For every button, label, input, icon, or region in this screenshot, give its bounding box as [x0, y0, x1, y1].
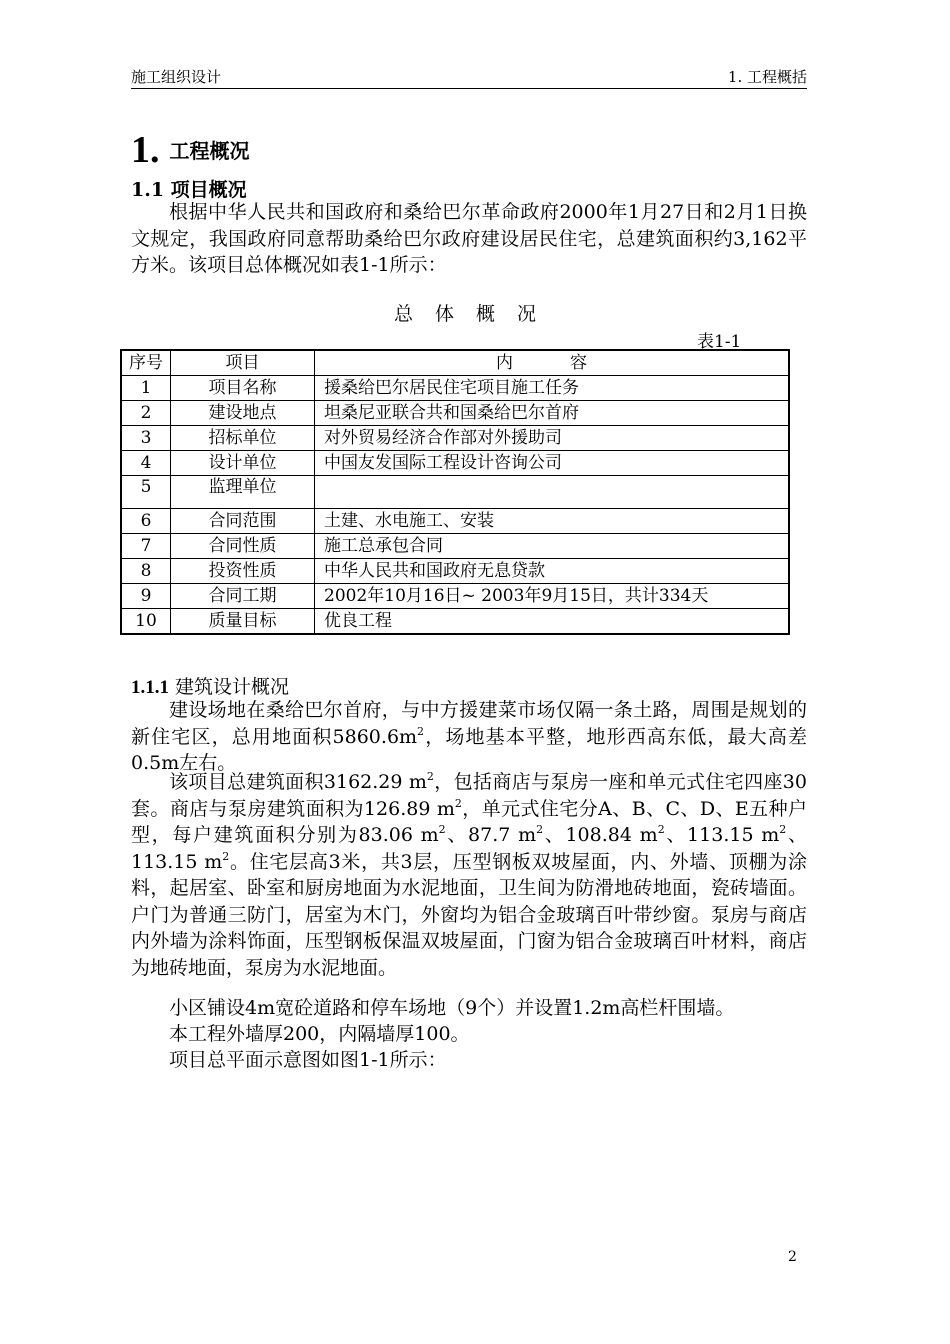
row-content: 2002年10月16日~ 2003年9月15日，共计334天	[315, 584, 790, 609]
header-doc-title: 施工组织设计	[131, 68, 222, 86]
header-chapter-title: 1. 工程概括	[727, 68, 807, 86]
row-item: 质量目标	[171, 609, 315, 635]
road-paragraph: 小区铺设4m宽砼道路和停车场地（9个）并设置1.2m高栏杆围墙。	[169, 997, 735, 1019]
superscript: 2	[417, 724, 425, 738]
building-text: 、108.84 m	[543, 824, 658, 846]
table-row	[121, 559, 789, 584]
table-row	[121, 509, 789, 534]
table-row	[121, 584, 789, 609]
row-content: 坦桑尼亚联合共和国桑给巴尔首府	[315, 401, 790, 426]
subsection-heading	[131, 672, 289, 699]
row-index: 2	[121, 401, 171, 426]
figure-reference-paragraph: 项目总平面示意图如图1-1所示：	[169, 1049, 447, 1071]
site-text-after: ，场地基本平整，地形西高东低，最大高差0.5m左右。	[131, 725, 807, 774]
row-item: 设计单位	[171, 451, 315, 476]
chapter-number: 1.	[131, 129, 160, 171]
building-text: 。住宅层高3米，共3层，压型钢板双坡屋面，内、外墙、顶棚为涂料，起居室、卧室和厨房地面为水泥地面，卫生间为防滑地砖地面，瓷砖墙面。户门为普通三防门，居室为木门，外窗均为铝合金玻璃百叶带纱窗。泵房与商店内外墙为涂料饰面，压型钢板保温双坡屋面，门窗为铝合金玻璃百叶材料，商店为地砖地面，泵房为水泥地面。	[131, 850, 807, 979]
row-item: 合同范围	[171, 509, 315, 534]
row-item: 招标单位	[171, 426, 315, 451]
superscript: 2	[657, 823, 665, 836]
table-row	[121, 426, 789, 451]
table-row	[121, 451, 789, 476]
chapter-title: 工程概况	[169, 139, 250, 163]
site-text-before: 建设场地在桑给巴尔首府，与中方援建菜市场仅隔一条土路，周围是规划的新住宅区，总用地面积5860.6m	[131, 699, 807, 748]
subsection-number: 1.1.1	[131, 677, 169, 698]
row-content: 施工总承包合同	[315, 534, 790, 559]
row-index: 8	[121, 559, 171, 584]
table-row	[121, 609, 789, 635]
column-header-item: 项目	[171, 350, 315, 376]
row-index: 9	[121, 584, 171, 609]
row-content: 中华人民共和国政府无息贷款	[315, 559, 790, 584]
intro-paragraph: 根据中华人民共和国政府和桑给巴尔革命政府2000年1月27日和2月1日换文规定，我国政府同意帮助桑给巴尔政府建设居民住宅，总建筑面积约3,162平方米。该项目总体概况如表1-1所示：	[131, 201, 807, 276]
building-text: 、113.15 m	[664, 824, 780, 846]
table-row	[121, 376, 789, 401]
wall-paragraph: 本工程外墙厚200，内隔墙厚100。	[169, 1023, 470, 1045]
superscript: 2	[779, 823, 787, 836]
building-text: 、87.7 m	[445, 824, 537, 846]
table-title: 总 体 概 况	[393, 303, 545, 325]
page-number: 2	[788, 1249, 797, 1265]
subsection-title: 建筑设计概况	[175, 676, 290, 698]
row-content: 土建、水电施工、安装	[315, 509, 790, 534]
table-row	[121, 401, 789, 426]
table-number: 表1-1	[697, 332, 742, 352]
chapter-heading	[131, 128, 250, 172]
building-text: 、113.15 m	[131, 824, 807, 873]
row-content: 优良工程	[315, 609, 790, 635]
superscript: 2	[438, 823, 446, 836]
row-content: 对外贸易经济合作部对外援助司	[315, 426, 790, 451]
row-content	[315, 476, 790, 509]
row-item: 合同性质	[171, 534, 315, 559]
table-row	[121, 534, 789, 559]
row-content: 中国友发国际工程设计咨询公司	[315, 451, 790, 476]
overview-table	[120, 349, 790, 635]
column-header-index: 序号	[121, 350, 171, 376]
row-index: 4	[121, 451, 171, 476]
row-index: 5	[121, 476, 171, 509]
row-index: 6	[121, 509, 171, 534]
row-item: 合同工期	[171, 584, 315, 609]
superscript: 2	[536, 823, 544, 836]
building-text: 该项目总建筑面积3162.29 m	[169, 771, 427, 793]
row-item: 项目名称	[171, 376, 315, 401]
row-item: 建设地点	[171, 401, 315, 426]
row-item: 投资性质	[171, 559, 315, 584]
table-row	[121, 476, 789, 509]
row-index: 3	[121, 426, 171, 451]
superscript: 2	[222, 849, 230, 863]
table-header-row	[121, 350, 789, 376]
building-text: ，包括商店与泵房一座和单元式住宅四座30套。商店与泵房建筑面积为126.89 m	[131, 771, 807, 820]
column-header-content: 内 容	[315, 350, 790, 376]
superscript: 2	[426, 770, 434, 783]
row-index: 1	[121, 376, 171, 401]
superscript: 2	[454, 796, 462, 810]
row-content: 援桑给巴尔居民住宅项目施工任务	[315, 376, 790, 401]
row-index: 10	[121, 609, 171, 635]
page-header	[131, 66, 807, 89]
site-paragraph	[131, 697, 807, 777]
building-paragraph	[131, 769, 807, 981]
section-heading: 1.1 项目概况	[131, 179, 247, 201]
building-text: ，单元式住宅分A、B、C、D、E五种户型，每户建筑面积分别为83.06 m	[131, 797, 807, 846]
row-index: 7	[121, 534, 171, 559]
row-item: 监理单位	[171, 476, 315, 509]
